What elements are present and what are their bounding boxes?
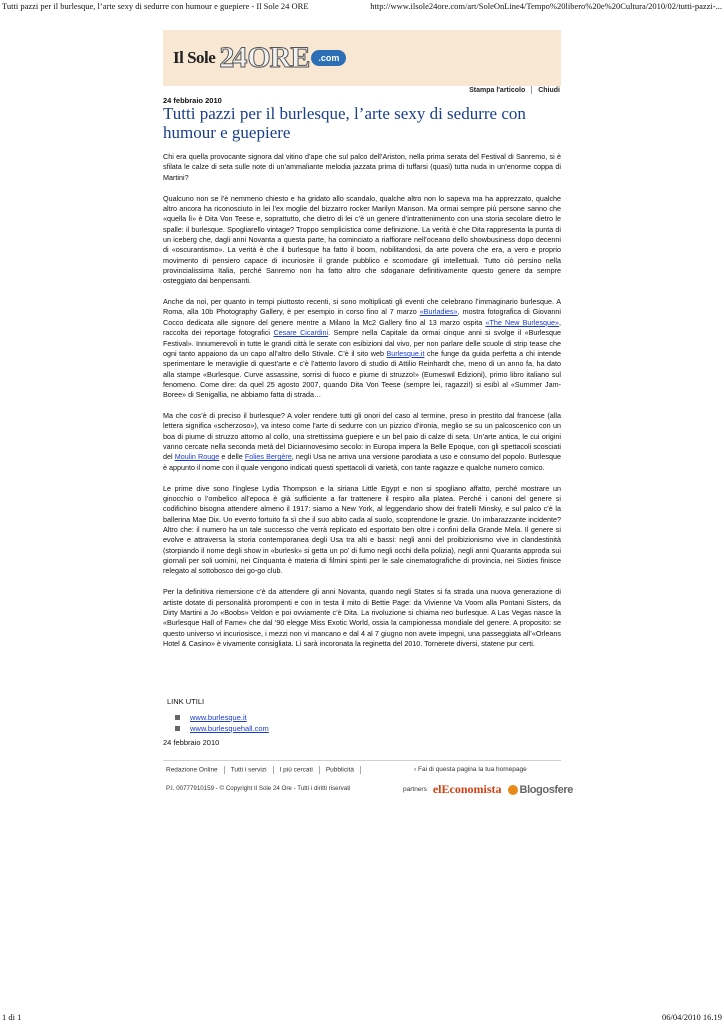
footer-link-pubblicita[interactable]: Pubblicità [325, 766, 354, 774]
list-item [175, 712, 269, 723]
moulin-rouge-link[interactable]: Moulin Rouge [174, 452, 220, 462]
blogosfere-icon [508, 785, 518, 795]
economista-logo[interactable]: elEconomista [432, 782, 502, 796]
print-header [0, 0, 724, 12]
chevron-right-icon: › [414, 766, 417, 773]
article-tools [469, 86, 560, 94]
page-count: 1 di 1 [2, 1012, 22, 1022]
paragraph: Anche da noi, per quanto in tempi piuttosto recenti, si sono moltiplicati gli eventi che celebrano l’immaginario burlesque. A Roma, alla 10b Photography Gallery, è per esempio in corso fino al 7 marzo «Burladies», mostra fotografica di Giovanni Cocco dedicata alle signore del genere mentre a Milano la Mc2 Gallery fino al 13 marzo ospita «The New Burlesque», raccolta dei reportage fotografici Cesare Cicardini. Sempre nella Capitale da ormai cinque anni si svolge il «Burlesque Festival». Innumerevoli in tutte le grandi città le serate con esibizioni dal vivo, per non parlare delle scuole di strip tease che ogni tanto appaiono da un capo all’altro dello Stivale. C’è il sito web Burlesque.it che funge da guida perfetta a chi intende sperimentare le meraviglie di quest’arte e c’è l’attento lavoro di studio di Attilio Reinhardt che, meno di un anno fa, ha dato alla stampe «Burlesque. Curve assassine, sorrisi di fuoco e piume di struzzo!» (Eumeswil Edizioni), primo libro italiano sul fenomeno. Come dire: da quel 25 agosto 2007, quando Dita Von Teese (sempre lei, ragazzi!) si esibì al «Summer Jam-Boree» di Senigallia, ne abbiamo fatta di strada… [163, 297, 562, 400]
footer-link-redazione[interactable]: Redazione Online [166, 766, 218, 774]
burlesque-it-link[interactable]: Burlesque.it [386, 348, 425, 358]
print-header-title: Tutti pazzi per il burlesque, l’arte sexy di sedurre con humour e guepiere - Il Sole 24 ORE [2, 1, 309, 11]
link-burlesque-it[interactable]: www.burlesque.it [190, 713, 247, 722]
copyright: P.I. 00777910159 - © Copyright Il Sole 24 Ore - Tutti i diritti riservati [166, 785, 351, 792]
il-sole-24-ore-logo[interactable]: Il Sole 24 ORE .com [173, 39, 346, 77]
print-header-url: http://www.ilsole24ore.com/art/SoleOnLine4/Tempo%20libero%20e%20Cultura/2010/02/tutti-pazzi-... [370, 1, 722, 11]
print-footer [0, 1010, 724, 1024]
paragraph: Per la definitiva riemersione c’è da attendere gli anni Novanta, quando negli States si fa strada una nuova generazione di artiste dotate di personalità prorompenti e con in testa il mito di Bettie Page: da Vivienne Va Voom alla Pontani Sisters, da Dirty Martini a Jo «Boobs» Veldon e poi ovviamente c’è Dita. La rivoluzione si chiama neo burlesque. A Las Vegas nasce la «Burlesque Hall of Fame» che dal ’90 elegge Miss Exotic World, ossia la campionessa mondiale del genere. A proposito: se questo universo vi incuriosisce, i mezzi non vi mancano e dal 4 al 7 giugno non avete impegni, una passeggiata all’«Orleans Hotel & Casino» è vivamente consigliata. Lì sarà incoronata la reginetta del 2010. Tornerete diversi, statene pur certi. [163, 587, 561, 648]
divider [319, 766, 320, 774]
divider [273, 766, 274, 774]
print-timestamp: 06/04/2010 16.19 [662, 1012, 722, 1022]
article-date: 24 febbraio 2010 [163, 96, 222, 105]
footer-divider [163, 760, 561, 761]
article-body [163, 152, 561, 660]
blogosfere-logo[interactable]: Blogosfere [519, 783, 573, 796]
paragraph: Qualcuno non se l’è nemmeno chiesto e ha gridato allo scandalo, qualche altro non lo sapeva ma ha apprezzato, qualche altro ancora ha riconosciuto in lei l’ex moglie del bizzarro rocker Marilyn Manson. Ma ormai sempre più persone sanno che «quella lì» è Dita Von Teese e, soprattutto, che dietro di lei c’è un genere d’intrattenimento con una storia secolare dietro le spalle: il burlesque. Spogliarello vintage? Troppo semplicistica come definizione. La verità è che Dita rappresenta la punta di un iceberg che, dagli anni Novanta a questa parte, ha cominciato a riaffiorare nell’oceano dello showbusiness dopo decenni di «oscurantismo». La verità è che il burlesque ha fatto il boom, nobilitandosi, da arte povera che era, a vero e proprio movimento di pensiero capace di incuriosire il grande pubblico e scomodare gli intellettuali. Tutto ciò persino nella provincialissima Italia, perché Sanremo non ha fatto altro che sdoganare definitivamente questo genere da sempre osteggiato dai benpensanti. [163, 193, 561, 286]
footer-link-servizi[interactable]: Tutti i servizi [230, 766, 267, 774]
close-link[interactable]: Chiudi [538, 86, 560, 94]
cesare-cicardini-link[interactable]: Cesare Cicardini [273, 328, 329, 338]
print-article-link[interactable]: Stampa l'articolo [469, 86, 526, 94]
divider [360, 766, 361, 774]
divider [224, 766, 225, 774]
new-burlesque-link[interactable]: «The New Burlesque» [485, 317, 559, 327]
footer-link-cercati[interactable]: I più cercati [279, 766, 313, 774]
partners-label: partners [403, 786, 427, 793]
article-title: Tutti pazzi per il burlesque, l’arte sexy di sedurre con humour e guepiere [163, 104, 526, 142]
divider [531, 86, 532, 94]
bullet-icon [175, 715, 180, 720]
footer-nav [166, 766, 367, 774]
homepage-link[interactable]: › Fai di questa pagina la tua homepage [414, 766, 527, 773]
useful-links-title: LINK UTILI [167, 697, 205, 706]
useful-links-list [175, 712, 269, 734]
partners [403, 782, 573, 797]
list-item [175, 723, 269, 734]
paragraph: Ma che cos’è di preciso il burlesque? A voler rendere tutti gli onori del caso al termine, preso in prestito dal francese (alla lettera significa «scherzoso»), va inteso come l’arte di sedurre con un pizzico d’ironia, meglio se su un palcoscenico con un boa di piume di struzzo attorno al collo, una strettissima guepiere e un bel paio di calze di seta. Un’arte antica, le cui origini vanno cercate nella seconda metà del Diciannovesimo secolo: in Europa impera la Belle Epoque, con gli spettacoli scosciati del Moulin Rouge e delle Folies Bergère, negli Usa ne arriva una versione parodiata a uso e consumo del popolo. Burlesque è appunto il nome con il quale vengono indicati questi spettacoli di varietà, con tante ragazze e qualche numero comico. [163, 411, 561, 472]
paragraph: Le prime dive sono l’inglese Lydia Thompson e la siriana Little Egypt e non si spogliano affatto, perché mostrare un ginocchio o l’ombelico all’epoca è già sufficiente a far trattenere il respiro alla platea. Perché i canoni del genere si codifichino bisogna attendere almeno il 1917: siamo a New York, al leggendario show dei fratelli Minsky, e sul palco c’è la ballerina Mae Dix. Un evento fortuito fa sì che il suo abito cada al suolo, scoprendone le grazie. Un imbarazzante incidente? Altro che: il numero ha un tale successo che verrà replicato ed esportato ben oltre i confini della Grande Mela. Il genere si evolve e attraversa la storia contemporanea degli Usa tra alti e bassi: negli anni del proibizionismo vive in clandestinità (storpiando il nome degli show in «burlesk» si getta un po’ di fumo negli occhi della polizia), negli anni Quaranta approda sui giornali per soli uomini, nei Cinquanta è materia di filmini spinti per le sale cinematografiche di provincia, nei Sixties finisce relegato al sottobosco dei go-go club. [163, 483, 561, 576]
bullet-icon [175, 726, 180, 731]
article-date-bottom: 24 febbraio 2010 [163, 738, 220, 747]
folies-bergere-link[interactable]: Folies Bergère [244, 452, 292, 462]
masthead-banner [163, 30, 561, 86]
link-burlesquehall[interactable]: www.burlesquehall.com [190, 724, 269, 733]
paragraph: Chi era quella provocante signora dal vitino d’ape che sul palco dell’Ariston, nella prima serata del Festival di Sanremo, si è sfilata le calze di seta sulle note di un’ammaliante melodia jazzata prima di tuffarsi (quasi) tutta nuda in un’enorme coppa di Martini? [163, 152, 561, 182]
burladies-link[interactable]: «Burladies» [419, 307, 458, 317]
